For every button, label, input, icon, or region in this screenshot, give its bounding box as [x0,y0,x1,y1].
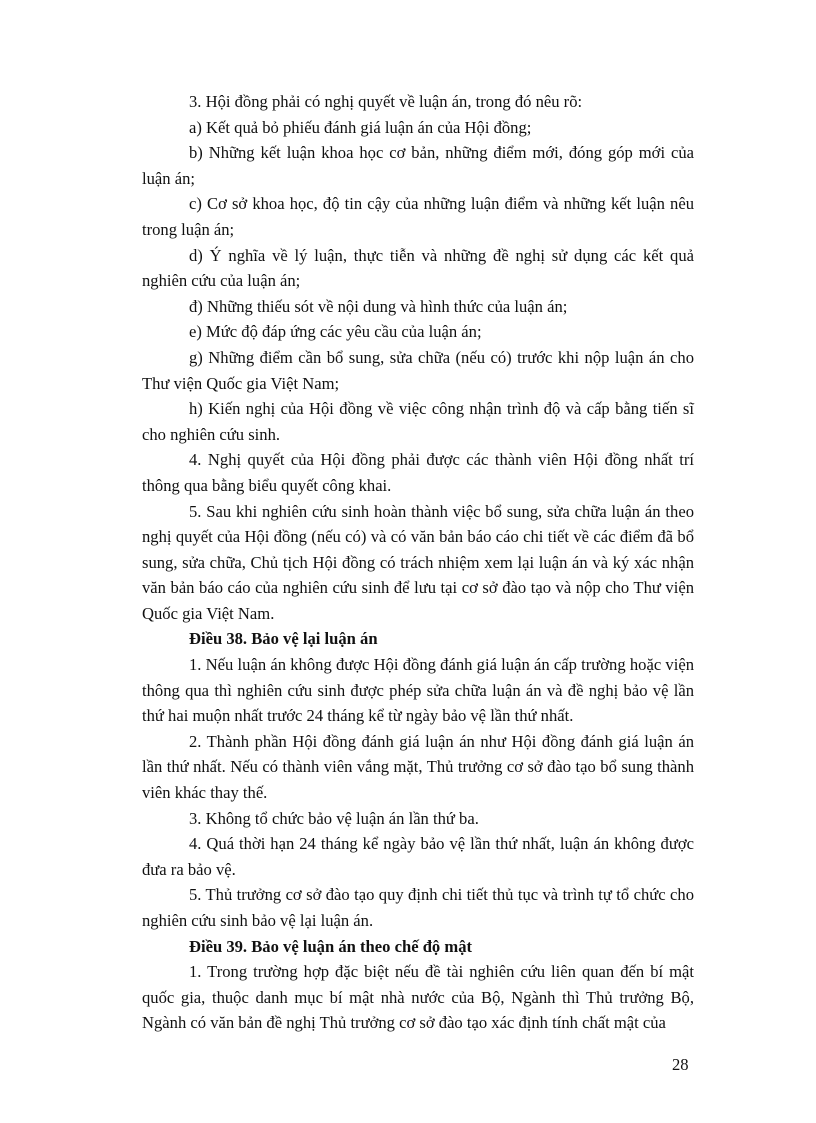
article-38-clause-4: 4. Quá thời hạn 24 tháng kể ngày bảo vệ lần thứ nhất, luận án không được đưa ra bảo vệ. [142,834,694,879]
paragraph-item-h: h) Kiến nghị của Hội đồng về việc công nhận trình độ và cấp bằng tiến sĩ cho nghiên cứu sinh. [142,399,694,444]
document-page [142,89,694,1036]
paragraph-item-e: e) Mức độ đáp ứng các yêu cầu của luận án; [189,322,482,342]
article-39-clause-1: 1. Trong trường hợp đặc biệt nếu đề tài nghiên cứu liên quan đến bí mật quốc gia, thuộc danh mục bí mật nhà nước của Bộ, Ngành thì Thủ trưởng Bộ, Ngành có văn bản đề nghị Thủ trưởng cơ sở đào tạo xác định tính chất mật của [142,962,694,1033]
page-number: 28 [672,1055,689,1074]
paragraph-item-b: b) Những kết luận khoa học cơ bản, những điểm mới, đóng góp mới của luận án; [142,143,694,188]
paragraph-item-c: c) Cơ sở khoa học, độ tin cậy của những luận điểm và những kết luận nêu trong luận án; [142,194,694,239]
paragraph-resolution-intro: 3. Hội đồng phải có nghị quyết về luận án, trong đó nêu rõ: [189,92,583,111]
paragraph-item-d: d) Ý nghĩa về lý luận, thực tiễn và những đề nghị sử dụng các kết quả nghiên cứu của luận án; [142,245,694,291]
article-38-clause-2: 2. Thành phần Hội đồng đánh giá luận án như Hội đồng đánh giá luận án lần thứ nhất. Nếu có thành viên vắng mặt, Thủ trưởng cơ sở đào tạo bổ sung thành viên khác thay thế. [142,731,694,803]
paragraph-clause-5: 5. Sau khi nghiên cứu sinh hoàn thành việc bổ sung, sửa chữa luận án theo nghị quyết của Hội đồng (nếu có) và có văn bản báo cáo chi tiết về các điểm đã bổ sung, sửa chữa, Chủ tịch Hội đồng có trách nhiệm xem lại luận án và ký xác nhận văn bản báo cáo của nghiên cứu sinh để lưu tại cơ sở đào tạo và nộp cho Thư viện Quốc gia Việt Nam. [142,501,694,623]
article-38-clause-1: 1. Nếu luận án không được Hội đồng đánh giá luận án cấp trường hoặc viện thông qua thì nghiên cứu sinh được phép sửa chữa luận án và đề nghị bảo vệ lần thứ hai muộn nhất trước 24 tháng kể từ ngày bảo vệ lần thứ nhất. [142,655,694,726]
paragraph-item-g: g) Những điểm cần bổ sung, sửa chữa (nếu có) trước khi nộp luận án cho Thư viện Quốc gia Việt Nam; [142,347,694,393]
paragraph-clause-4: 4. Nghị quyết của Hội đồng phải được các thành viên Hội đồng nhất trí thông qua bằng biểu quyết công khai. [142,450,694,495]
article-38-clause-5: 5. Thủ trưởng cơ sở đào tạo quy định chi tiết thủ tục và trình tự tổ chức cho nghiên cứu sinh bảo vệ lại luận án. [142,885,694,930]
paragraph-item-dd: đ) Những thiếu sót về nội dung và hình thức của luận án; [189,296,568,316]
article-38-clause-3: 3. Không tổ chức bảo vệ luận án lần thứ ba. [189,808,479,828]
article-39-heading: Điều 39. Bảo vệ luận án theo chế độ mật [189,936,473,956]
article-38-heading: Điều 38. Bảo vệ lại luận án [189,629,378,649]
paragraph-item-a: a) Kết quả bỏ phiếu đánh giá luận án của Hội đồng; [189,117,532,137]
